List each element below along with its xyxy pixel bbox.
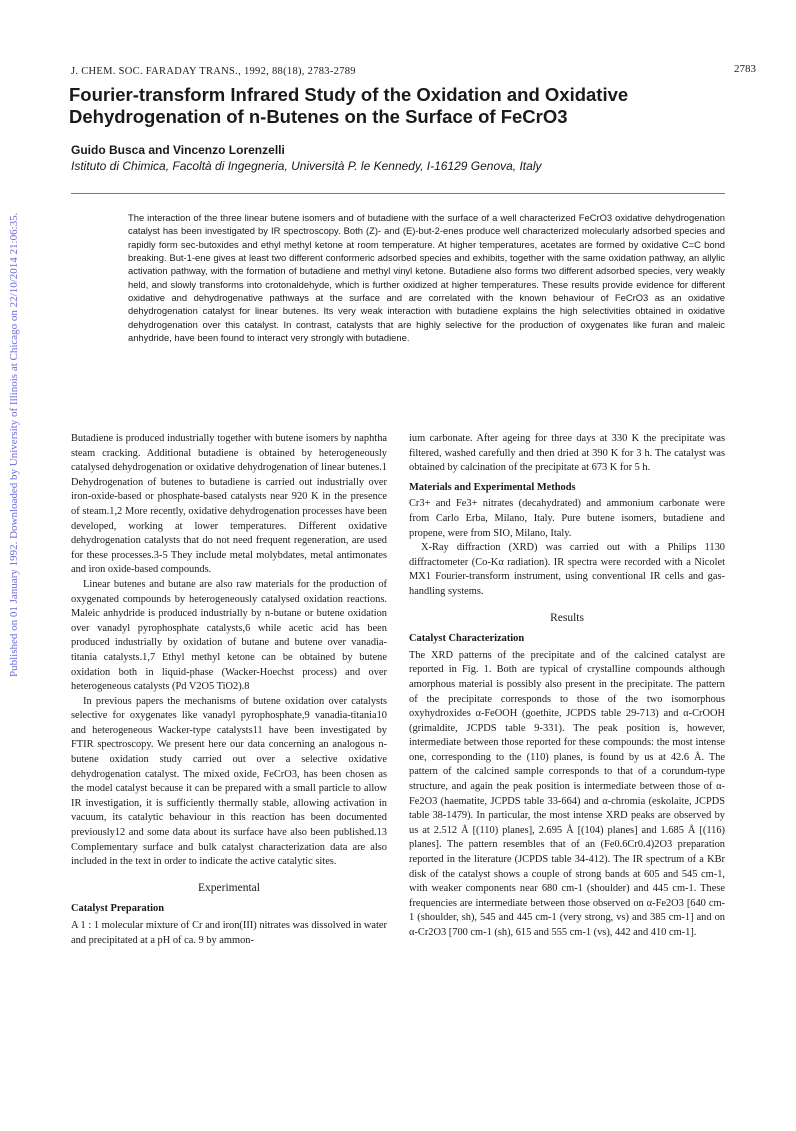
section-heading-results: Results — [550, 611, 584, 624]
materials-paragraph: Cr3+ and Fe3+ nitrates (decahydrated) and ammonium carbonate were from Carlo Erba, Milano, Italy. Pure butene isomers, butadiene and propene, were from SIO, Milano, Italy. — [409, 498, 725, 539]
download-notice: Published on 01 January 1992. Downloaded by University of Illinois at Chicago on 22/10/2014 21:06:35. — [8, 212, 20, 678]
catalyst-characterization-paragraph: The XRD patterns of the precipitate and of the calcined catalyst are reported in Fig. 1. Both are typical of crystalline compounds although amorphous material is possibly also present in the precipitate. The pattern of the precipitate corresponds to those of the two isomorphous oxyhydroxides α-FeOOH (goethite, JCPDS table 29-713) and α-CrOOH (grimaldite, JCPDS table 9-331). The peak position is, however, intermediate between those reported for these compounds: the most intense one, corresponding to the (110) planes, is found by us at 42.6 Å. The pattern of the calcined sample corresponds to that of a corundum-type structure, and again the peak position is intermediate between those of α-Fe2O3 (haematite, JCPDS table 33-664) and α-chromia (eskolaite, JCPDS table 38-1479). In particular, the most intense XRD peaks are observed by us at 2.512 Å [(110) planes], 2.695 Å [(104) planes] and 1.685 Å [(116) planes]. The pattern resembles that of an (Fe0.6Cr0.4)2O3 preparation reported in the literature (JCPDS table 34-412). The IR spectrum of a KBr disk of the catalyst shows a couple of strong bands at 605 and 545 cm-1, with weaker components near 680 cm-1 (shoulder) and 445 cm-1. These frequencies are intermediate between those observed on α-Fe2O3 [640 cm-1 (shoulder, sh), 545 and 445 cm-1 (very strong, vs) and 385 cm-1] and on α-Cr2O3 [700 cm-1 (sh), 615 and 555 cm-1 (vs), 442 and 410 cm-1]. — [409, 649, 725, 938]
abstract: The interaction of the three linear butene isomers and of butadiene with the surface of a well characterized FeCrO3 oxidative dehydrogenation catalyst has been investigated by IR spectroscopy. Both (Z)- and (E)-but-2-enes produce well characterized molecularly adsorbed species and rapidly form sec-butoxides and ethyl methyl ketone at room temperature. At higher temperatures, acetates are formed by oxidative C=C bond breaking. But-1-ene gives at least two different conformeric adsorbed species and exhibits, together with the same oxidation pathway, an allylic activation pathway, with the formation of butadiene and methyl vinyl ketone. Butadiene also forms two different adsorbed species, very weakly held, and slowly transforms into crotonaldehyde, which is further oxidized at higher temperatures. These results provide evidence for different oxidative and dehydrogenative pathways at the surface and are correlated with the known behaviour of FeCrO3 as an oxidative dehydrogenation catalyst for linear butenes. Its very weak interaction with butadiene explains the high selectivities obtained in oxidative dehydrogenation over this catalyst. In contrast, catalysts that are highly selective for the production of oxygenates like furan and maleic anhydride, have been found to interact very strongly with butadiene. — [128, 212, 725, 344]
left-column — [71, 432, 387, 948]
intro-paragraph: Butadiene is produced industrially together with butene isomers by naphtha steam cracking. Additional butadiene is obtained by heterogeneously catalysed dehydrogenation or oxidative dehydrogenation of linear butenes.1 Dehydrogenation of butenes to butadiene is carried out industrially over iron-oxide-based or phosphate-based catalysts near 920 K in the presence of steam.1,2 More recently, oxidative dehydrogenation processes have been developed, working at lower temperatures. Different oxidative dehydrogenation catalysts that do not need frequent regeneration, are used for these processes.3-5 They include metal molybdates, metal antimonates and iron oxide-based compounds. — [71, 433, 387, 576]
subsection-heading-catalyst-characterization: Catalyst Characterization — [409, 633, 525, 645]
subsection-heading-catalyst-preparation: Catalyst Preparation — [71, 903, 165, 915]
methods-paragraph: X-Ray diffraction (XRD) was carried out with a Philips 1130 diffractometer (Co-Kα radiation). IR spectra were recorded with a Nicolet MX1 Fourier-transform instrument, using conventional IR cells and gas-handling systems. — [409, 542, 725, 597]
header-divider — [71, 193, 725, 194]
right-column — [409, 432, 725, 941]
section-heading-experimental: Experimental — [198, 881, 260, 894]
preparation-continued-paragraph: ium carbonate. After ageing for three days at 330 K the precipitate was filtered, washed carefully and then dried at 390 K for 3 h. The catalyst was obtained by calcination of the precipitate at 673 K for 5 h. — [409, 433, 725, 474]
affiliation: Istituto di Chimica, Facoltà di Ingegneria, Università P. le Kennedy, I-16129 Genova, Italy — [71, 159, 542, 173]
page-number: 2783 — [734, 63, 756, 75]
authors: Guido Busca and Vincenzo Lorenzelli — [71, 143, 285, 157]
intro-paragraph: In previous papers the mechanisms of butene oxidation over catalysts selective for oxygenates like vanadyl pyrophosphate,9 vanadia-titania10 and heterogeneous Wacker-type catalysts11 have been investigated by FTIR spectroscopy. We present here our data concerning an analogous n-butene oxidation study carried out over a selective oxidative dehydrogenation catalyst. The mixed oxide, FeCrO3, has been chosen as the model catalyst because it can be prepared with a small particle to allow IR investigation, it is sufficiently thermally stable, allowing activation in vacuum, its catalytic behaviour in this reaction has been documented previously12 and some data about its surface have also been published.13 Complementary surface and bulk catalyst characterization data are also included in the text in order to indicate the active catalytic sites. — [71, 695, 387, 868]
catalyst-preparation-paragraph: A 1 : 1 molecular mixture of Cr and iron(III) nitrates was dissolved in water and precipitated at a pH of ca. 9 by ammon- — [71, 920, 387, 946]
subsection-heading-materials: Materials and Experimental Methods — [409, 481, 576, 493]
article-title: Fourier-transform Infrared Study of the Oxidation and Oxidative Dehydrogenation of n-Butenes on the Surface of FeCrO3 — [69, 84, 629, 127]
intro-paragraph: Linear butenes and butane are also raw materials for the production of oxygenated compounds by heterogeneously catalysed oxidation reactions. Maleic anhydride is produced industrially by n-butane or butene oxidation over vanadyl pyrophosphate catalysts,6 while acetic acid has been produced industrially by oxidation of butane and butene over vanadia-titania catalysts.1,7 Ethyl methyl ketone can be obtained by butene oxidation both in liquid-phase (Wacker-Hoechst process) and over heterogeneous catalysts (Pd V2O5 TiO2).8 — [71, 578, 387, 693]
journal-citation: J. CHEM. SOC. FARADAY TRANS., 1992, 88(18), 2783-2789 — [71, 66, 356, 77]
